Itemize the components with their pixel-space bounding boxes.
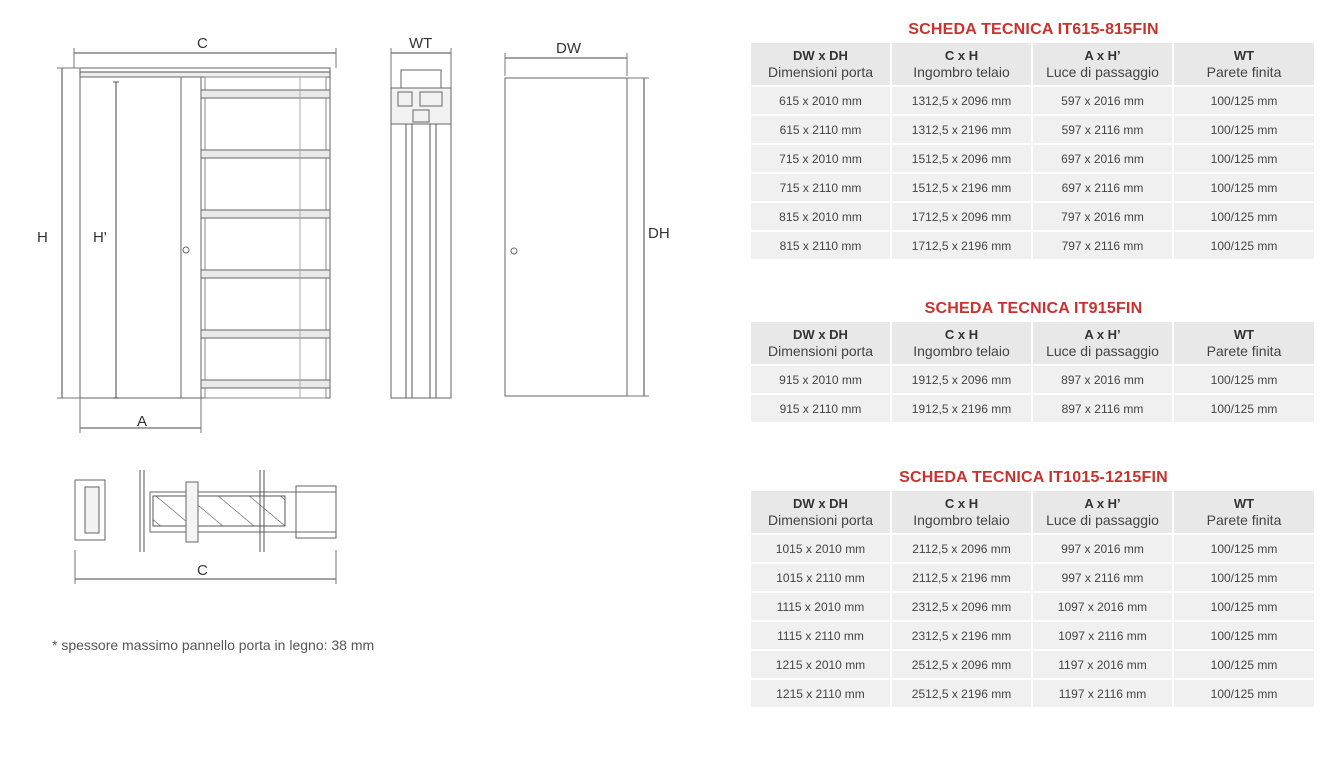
- column-header: [892, 322, 1031, 364]
- table-row: [751, 564, 1314, 591]
- table-cell: 1312,5 x 2196 mm: [892, 116, 1031, 143]
- table-row: [751, 395, 1314, 422]
- column-description: Dimensioni porta: [767, 512, 874, 528]
- table-row: [751, 145, 1314, 172]
- column-description: Luce di passaggio: [1046, 64, 1159, 80]
- table-title: SCHEDA TECNICA IT1015-1215FIN: [899, 469, 1168, 486]
- column-code: DW x DH: [793, 48, 848, 63]
- column-code: A x H’: [1084, 496, 1121, 511]
- column-header: [751, 322, 890, 364]
- spec-table-block-3: [751, 467, 1316, 709]
- column-description: Ingombro telaio: [913, 343, 1010, 359]
- table-cell: 915 x 2010 mm: [751, 366, 890, 393]
- table-cell: 1312,5 x 2096 mm: [892, 87, 1031, 114]
- table-cell: 1215 x 2110 mm: [751, 680, 890, 707]
- table-row: [751, 232, 1314, 259]
- table-cell: 597 x 2016 mm: [1033, 87, 1172, 114]
- table-row: [751, 535, 1314, 562]
- column-header: [1033, 491, 1172, 533]
- dim-label-h: H: [37, 229, 48, 246]
- table-cell: 1512,5 x 2196 mm: [892, 174, 1031, 201]
- table-cell: 2512,5 x 2096 mm: [892, 651, 1031, 678]
- table-cell: 897 x 2116 mm: [1033, 395, 1172, 422]
- column-code: C x H: [944, 327, 979, 342]
- table-row: [751, 593, 1314, 620]
- column-description: Parete finita: [1206, 512, 1282, 528]
- table-cell: 1115 x 2010 mm: [751, 593, 890, 620]
- spec-table-block-1: [751, 19, 1316, 261]
- table-cell: 100/125 mm: [1174, 366, 1314, 393]
- table-cell: 697 x 2116 mm: [1033, 174, 1172, 201]
- table-title: SCHEDA TECNICA IT615-815FIN: [908, 21, 1159, 38]
- table-cell: 1015 x 2010 mm: [751, 535, 890, 562]
- column-header: [1174, 43, 1314, 85]
- table-cell: 2312,5 x 2096 mm: [892, 593, 1031, 620]
- table-row: [751, 203, 1314, 230]
- table-row: [751, 680, 1314, 707]
- table-cell: 997 x 2116 mm: [1033, 564, 1172, 591]
- table-cell: 615 x 2010 mm: [751, 87, 890, 114]
- table-cell: 100/125 mm: [1174, 87, 1314, 114]
- column-description: Dimensioni porta: [767, 343, 874, 359]
- dim-label-dh: DH: [648, 225, 670, 242]
- column-description: Luce di passaggio: [1046, 343, 1159, 359]
- column-code: WT: [1233, 327, 1255, 342]
- table-cell: 1912,5 x 2096 mm: [892, 366, 1031, 393]
- column-header: [1174, 491, 1314, 533]
- table-row: [751, 116, 1314, 143]
- column-code: C x H: [944, 496, 979, 511]
- table-header-row: [751, 43, 1314, 85]
- table-cell: 1512,5 x 2096 mm: [892, 145, 1031, 172]
- column-code: A x H’: [1084, 48, 1121, 63]
- table-cell: 1015 x 2110 mm: [751, 564, 890, 591]
- column-code: DW x DH: [793, 496, 848, 511]
- table-cell: 715 x 2010 mm: [751, 145, 890, 172]
- table-cell: 1197 x 2116 mm: [1033, 680, 1172, 707]
- table-row: [751, 622, 1314, 649]
- column-description: Ingombro telaio: [913, 64, 1010, 80]
- dim-label-dw: DW: [556, 40, 581, 57]
- door-panel-drawing: [505, 53, 649, 396]
- table-cell: 100/125 mm: [1174, 116, 1314, 143]
- column-header: [1174, 322, 1314, 364]
- table-cell: 1115 x 2110 mm: [751, 622, 890, 649]
- table-cell: 1097 x 2016 mm: [1033, 593, 1172, 620]
- spec-table: [749, 320, 1316, 424]
- table-title: SCHEDA TECNICA IT915FIN: [924, 300, 1143, 317]
- table-cell: 797 x 2116 mm: [1033, 232, 1172, 259]
- column-description: Dimensioni porta: [767, 64, 874, 80]
- table-cell: 1097 x 2116 mm: [1033, 622, 1172, 649]
- column-description: Ingombro telaio: [913, 512, 1010, 528]
- dim-label-c-top: C: [197, 35, 208, 52]
- column-code: C x H: [944, 48, 979, 63]
- column-header: [751, 491, 890, 533]
- table-row: [751, 87, 1314, 114]
- table-cell: 100/125 mm: [1174, 593, 1314, 620]
- table-row: [751, 174, 1314, 201]
- column-description: Parete finita: [1206, 343, 1282, 359]
- table-cell: 1712,5 x 2196 mm: [892, 232, 1031, 259]
- table-cell: 997 x 2016 mm: [1033, 535, 1172, 562]
- dim-label-a: A: [137, 413, 148, 430]
- column-code: A x H’: [1084, 327, 1121, 342]
- column-header: [751, 43, 890, 85]
- section-view-drawing: [391, 48, 451, 398]
- table-cell: 100/125 mm: [1174, 203, 1314, 230]
- table-cell: 715 x 2110 mm: [751, 174, 890, 201]
- table-cell: 2312,5 x 2196 mm: [892, 622, 1031, 649]
- column-header: [1033, 322, 1172, 364]
- table-cell: 100/125 mm: [1174, 174, 1314, 201]
- table-cell: 1197 x 2016 mm: [1033, 651, 1172, 678]
- table-header-row: [751, 491, 1314, 533]
- table-cell: 615 x 2110 mm: [751, 116, 890, 143]
- table-cell: 100/125 mm: [1174, 564, 1314, 591]
- column-description: Parete finita: [1206, 64, 1282, 80]
- table-cell: 697 x 2016 mm: [1033, 145, 1172, 172]
- column-description: Luce di passaggio: [1046, 512, 1159, 528]
- table-cell: 100/125 mm: [1174, 622, 1314, 649]
- table-cell: 1712,5 x 2096 mm: [892, 203, 1031, 230]
- column-header: [892, 43, 1031, 85]
- table-cell: 797 x 2016 mm: [1033, 203, 1172, 230]
- dim-label-wt: WT: [409, 35, 433, 52]
- table-cell: 100/125 mm: [1174, 651, 1314, 678]
- table-cell: 815 x 2110 mm: [751, 232, 890, 259]
- table-cell: 100/125 mm: [1174, 535, 1314, 562]
- table-cell: 1215 x 2010 mm: [751, 651, 890, 678]
- column-code: WT: [1233, 496, 1255, 511]
- table-cell: 100/125 mm: [1174, 395, 1314, 422]
- table-cell: 915 x 2110 mm: [751, 395, 890, 422]
- column-header: [1033, 43, 1172, 85]
- dim-label-h-prime: H': [93, 229, 107, 246]
- column-code: WT: [1233, 48, 1255, 63]
- table-row: [751, 651, 1314, 678]
- table-cell: 1912,5 x 2196 mm: [892, 395, 1031, 422]
- table-cell: 597 x 2116 mm: [1033, 116, 1172, 143]
- column-code: DW x DH: [793, 327, 848, 342]
- column-header: [892, 491, 1031, 533]
- spec-table-block-2: [751, 298, 1316, 424]
- table-cell: 815 x 2010 mm: [751, 203, 890, 230]
- spec-table: [749, 489, 1316, 709]
- dim-label-c-bottom: C: [197, 562, 208, 579]
- table-cell: 100/125 mm: [1174, 680, 1314, 707]
- table-cell: 2512,5 x 2196 mm: [892, 680, 1031, 707]
- table-row: [751, 366, 1314, 393]
- table-cell: 897 x 2016 mm: [1033, 366, 1172, 393]
- table-cell: 100/125 mm: [1174, 145, 1314, 172]
- table-header-row: [751, 322, 1314, 364]
- table-cell: 2112,5 x 2196 mm: [892, 564, 1031, 591]
- footnote: * spessore massimo pannello porta in legno: 38 mm: [52, 637, 375, 653]
- spec-table: [749, 41, 1316, 261]
- table-cell: 100/125 mm: [1174, 232, 1314, 259]
- table-cell: 2112,5 x 2096 mm: [892, 535, 1031, 562]
